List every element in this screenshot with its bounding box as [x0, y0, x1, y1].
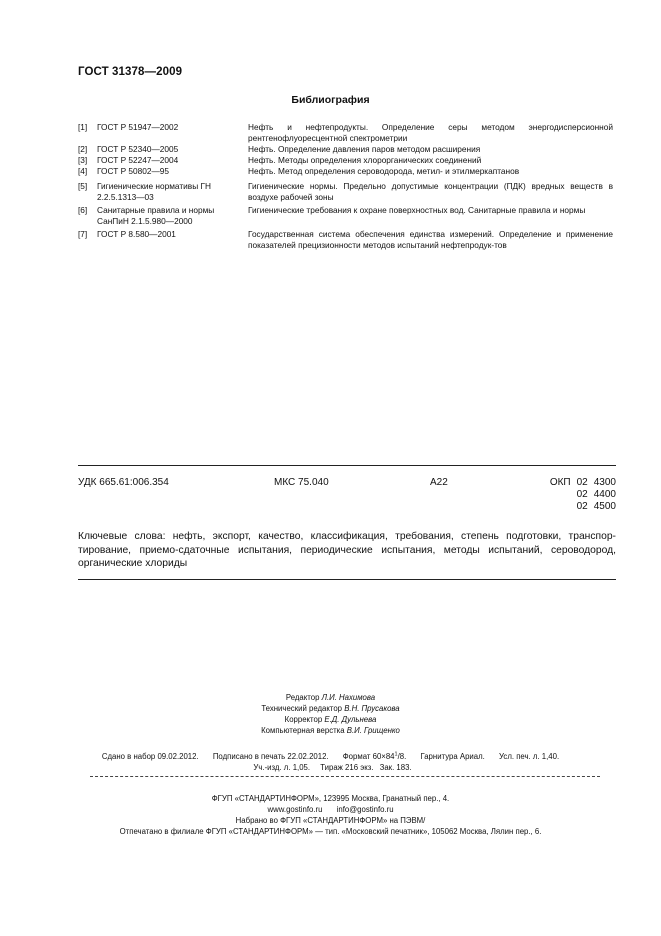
entry-document: Гигиенические нормативы ГН 2.2.5.1313—03: [97, 181, 211, 203]
entry-number: [2]: [78, 144, 88, 154]
entry-number: [1]: [78, 122, 88, 132]
print-sheets: Усл. печ. л. 1,40.: [498, 751, 560, 761]
keywords: [78, 530, 616, 571]
document-code: ГОСТ 31378—2009: [78, 66, 183, 78]
udk-code: УДК 665.61:006.354: [78, 477, 169, 488]
okp-row: [541, 501, 616, 513]
credit-name: В.Н. Прусакова: [344, 704, 400, 713]
okp-codes: [541, 477, 616, 513]
email-link[interactable]: info@gostinfo.ru: [336, 805, 394, 814]
entry-document: ГОСТ Р 8.580—2001: [97, 229, 176, 239]
credit-tech-editor: [0, 703, 661, 714]
entry-document: ГОСТ Р 50802—95: [97, 166, 170, 176]
print-info-row: [0, 749, 661, 762]
okp-group: 02: [576, 477, 588, 488]
entry-description: Гигиенические нормы. Предельно допустимые концентрации (ПДК) вредных веществ в воздухе рабочей зоны: [248, 181, 613, 203]
typeset-info: Набрано во ФГУП «СТАНДАРТИНФОРМ» на ПЭВМ/: [235, 816, 426, 825]
entry-number: [5]: [78, 181, 88, 191]
entry-document: Санитарные правила и нормы СанПиН 2.1.5.980—2000: [97, 205, 215, 227]
divider-bottom: [78, 579, 616, 580]
entry-description: Нефть. Метод определения сероводорода, метил- и этилмеркаптанов: [248, 166, 520, 176]
signed-date: Подписано в печать 22.02.2012.: [212, 751, 329, 761]
keywords-text: нефть, экспорт, качество, классификация, требования, степень подготовки, транспор-тирование, приемо-сдаточные испытания, периодические испытания, методы испытаний, сероводород, органические хлориды: [78, 531, 616, 570]
okp-row: [541, 489, 616, 501]
credit-name: Е.Д. Дульнева: [324, 715, 377, 724]
divider-top: [78, 465, 616, 466]
okp-group: 02: [576, 489, 588, 500]
okp-row: [541, 477, 616, 489]
entry-number: [3]: [78, 155, 88, 165]
credit-role: Корректор: [284, 715, 323, 724]
credit-proofreader: [0, 714, 661, 725]
format-text: Формат 60×84: [342, 751, 395, 761]
bibliography-title: Библиография: [291, 94, 370, 106]
credit-name: В.И. Грищенко: [346, 726, 400, 735]
entry-description: Гигиенические требования к охране поверхностных вод. Санитарные правила и нормы: [248, 205, 586, 215]
credit-layout: [0, 725, 661, 736]
publisher-address: ФГУП «СТАНДАРТИНФОРМ», 123995 Москва, Гранатный пер., 4.: [211, 794, 450, 803]
paper-format: [343, 752, 407, 761]
mks-code: МКС 75.040: [274, 477, 329, 488]
print-info-row: [0, 762, 661, 773]
credit-role: Редактор: [285, 693, 320, 702]
keywords-label: Ключевые слова:: [78, 531, 166, 542]
publishing-sheets: Уч.-изд. л. 1,05.: [253, 762, 311, 772]
entry-document: ГОСТ Р 51947—2002: [97, 122, 179, 132]
okp-number: 4500: [593, 501, 616, 512]
format-sub: /8: [397, 751, 405, 761]
entry-description: Государственная система обеспечения единства измерений. Определение и применение показателей прецизионности методов испытаний нефтепродук-тов: [248, 229, 613, 251]
category-code: А22: [430, 477, 448, 488]
credit-editor: [0, 692, 661, 703]
format-suffix: .: [404, 751, 407, 761]
entry-description: Нефть. Методы определения хлорорганических соединений: [248, 155, 482, 165]
printer-info: Отпечатано в филиале ФГУП «СТАНДАРТИНФОРМ» — тип. «Московский печатник», 105062 Москва, Лялин пер., 6.: [119, 827, 542, 836]
credit-role: Технический редактор: [261, 704, 343, 713]
format-sup: 1: [394, 751, 398, 757]
entry-description: Нефть. Определение давления паров методом расширения: [248, 144, 481, 154]
entry-document: ГОСТ Р 52247—2004: [97, 155, 179, 165]
credit-name: Л.И. Нахимова: [321, 693, 376, 702]
print-info: [0, 749, 661, 773]
credit-role: Компьютерная верстка: [261, 726, 345, 735]
entry-document: ГОСТ Р 52340—2005: [97, 144, 179, 154]
entry-number: [6]: [78, 205, 88, 215]
typeface: Гарнитура Ариал.: [420, 751, 485, 761]
okp-number: 4400: [593, 489, 616, 500]
entry-number: [7]: [78, 229, 88, 239]
publisher-contacts: [0, 804, 661, 815]
okp-number: 4300: [593, 477, 616, 488]
submitted-date: Сдано в набор 09.02.2012.: [101, 751, 199, 761]
okp-label: ОКП: [549, 477, 571, 488]
dashed-divider: [90, 776, 600, 777]
print-run: Тираж 216 экз.: [320, 762, 374, 772]
website-link[interactable]: www.gostinfo.ru: [267, 805, 323, 814]
entry-number: [4]: [78, 166, 88, 176]
okp-group: 02: [576, 501, 588, 512]
order-number: Зак. 183.: [379, 762, 412, 772]
entry-description: Нефть и нефтепродукты. Определение серы методом энергодисперсионной рентгенофлуоресцентной спектрометрии: [248, 122, 613, 144]
